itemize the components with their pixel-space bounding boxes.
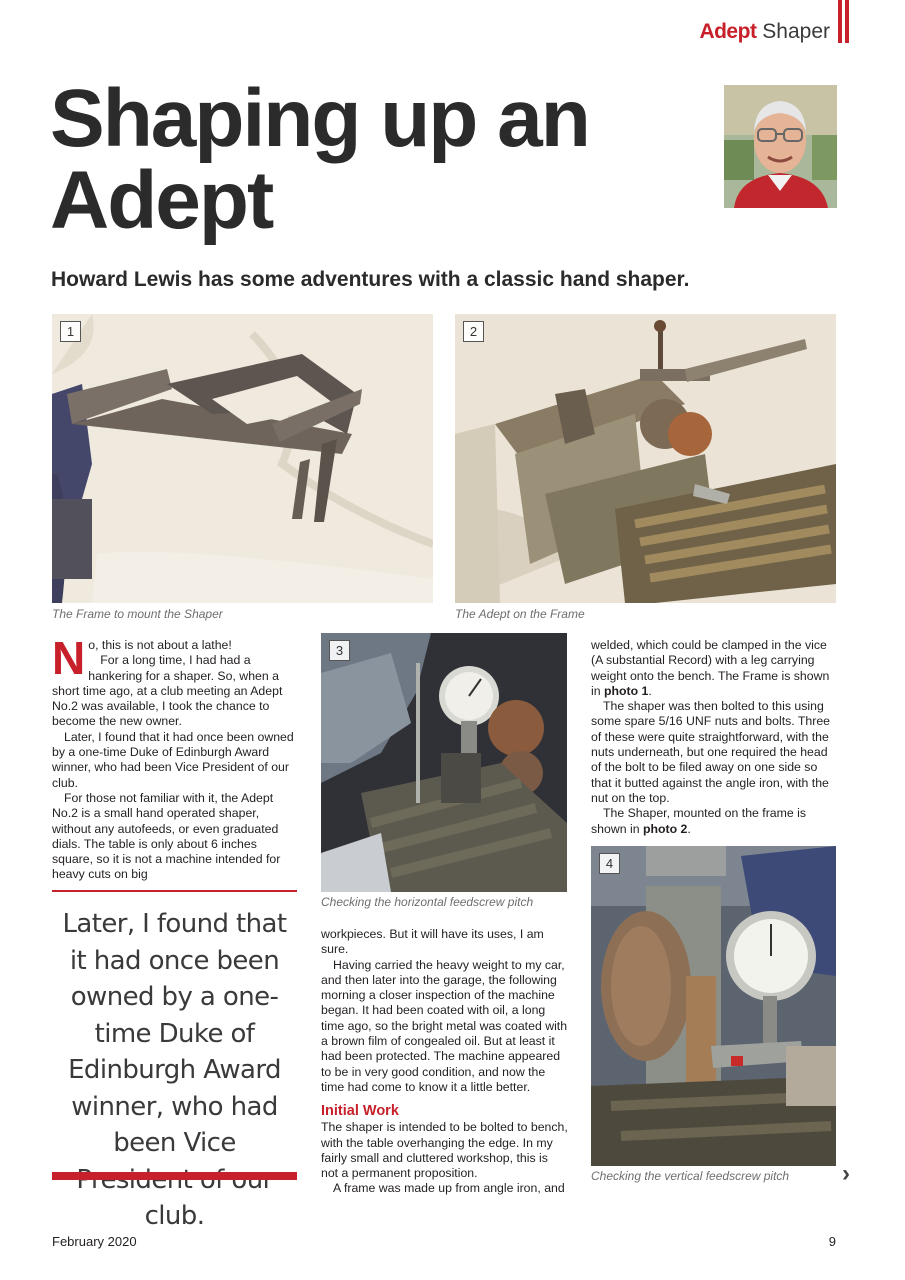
photo-1-caption: The Frame to mount the Shaper	[52, 607, 223, 621]
headline-line-1: Shaping up an	[50, 73, 589, 164]
photo-4-number: 4	[599, 853, 620, 874]
photo-3-caption: Checking the horizontal feedscrew pitch	[321, 895, 534, 909]
body-paragraph-1-text: o, this is not about a lathe!	[88, 638, 232, 652]
photo-4	[591, 846, 836, 1166]
headline-line-2: Adept	[50, 155, 273, 246]
tag-bar-right	[845, 0, 849, 43]
section-tag-strong: Adept	[699, 20, 757, 43]
pull-quote: Later, I found that it had once been owned by a one-time Duke of Edinburgh Award winner, who had been Vice club.	[62, 909, 287, 1231]
photo-2-reference: photo 2	[642, 821, 688, 836]
section-tag-light: Shaper	[762, 20, 830, 43]
section-tag	[699, 20, 830, 44]
body-paragraph-9-period: .	[648, 683, 652, 698]
body-column-2	[321, 927, 568, 1197]
next-page-arrow-icon[interactable]: ›	[842, 1160, 850, 1187]
photo-3-number: 3	[329, 640, 350, 661]
footer-date: February 2020	[52, 1234, 137, 1249]
body-paragraph-2: For a long time, I had had a hankering for a shaper. So, when a short time ago, at a club meeting an Adept No.2 was available, I took the chance to become the new owner.	[52, 653, 283, 729]
headline	[50, 73, 670, 246]
pull-quote-top-rule	[52, 890, 297, 892]
body-paragraph-3: Later, I found that it had once been owned by a one-time Duke of Edinburgh Award winner, who had been Vice President of our club.	[52, 729, 294, 790]
subhead-initial-work: Initial Work	[321, 1103, 399, 1120]
photo-3	[321, 633, 567, 892]
body-paragraph-6: Having carried the heavy weight to my car, and then later into the garage, the following morning a closer inspection of the machine began. It had been coated with oil, a long time ago, so the bright metal was coated with a brown film of congealed oil. But at least it had been protected. The machine appeared to be in very good condition, and now the time had come to know it a little better.	[321, 957, 568, 1094]
body-paragraph-8: A frame was made up from angle iron, and	[333, 1181, 565, 1196]
body-paragraph-9-text: welded, which could be clamped in the vice (A substantial Record) with a leg carrying weight onto the bench. The Frame is shown in	[591, 638, 830, 698]
body-paragraph-9	[591, 638, 837, 699]
body-paragraph-10: The shaper was then bolted to this using some spare 5/16 UNF nuts and bolts. Three of these were quite straightforward, with the nuts underneath, but one required the head of the bolt to be filed away on one side so that it butted against the angle iron, with the nut on the top.	[591, 699, 831, 805]
body-paragraph-1	[52, 632, 299, 684]
standfirst: Howard Lewis has some adventures with a classic hand shaper.	[51, 268, 690, 291]
body-paragraph-7: The shaper is intended to be bolted to bench, with the table overhanging the edge. In my fairly small and cluttered workshop, this is not a permanent proposition.	[321, 1120, 568, 1181]
photo-1-number: 1	[60, 321, 81, 342]
photo-1-reference: photo 1	[604, 683, 649, 698]
photo-1	[52, 314, 433, 603]
body-paragraph-11-text: The Shaper, mounted on the frame is shown in	[591, 806, 807, 836]
body-paragraph-4: For those not familiar with it, the Adept No.2 is a small hand operated shaper, without any autofeeds, or even graduated dials. The table is only about 6 inches square, so it is not a machine intended for heavy cuts on big	[52, 790, 281, 882]
photo-2-number: 2	[463, 321, 484, 342]
photo-4-caption: Checking the vertical feedscrew pitch	[591, 1169, 790, 1183]
body-paragraph-11-period: .	[687, 821, 691, 836]
drop-cap: N	[52, 632, 86, 684]
body-column-1	[52, 632, 299, 883]
photo-2	[455, 314, 836, 603]
page-number: 9	[828, 1234, 836, 1249]
tag-bar-left	[838, 0, 842, 43]
author-photo	[724, 85, 837, 208]
pull-quote-bottom-bar	[52, 1172, 297, 1180]
body-paragraph-11	[591, 806, 837, 837]
body-paragraph-5: workpieces. But it will have its uses, I am sure.	[321, 927, 544, 957]
body-column-3	[591, 638, 837, 837]
photo-2-caption: The Adept on the Frame	[455, 607, 585, 621]
